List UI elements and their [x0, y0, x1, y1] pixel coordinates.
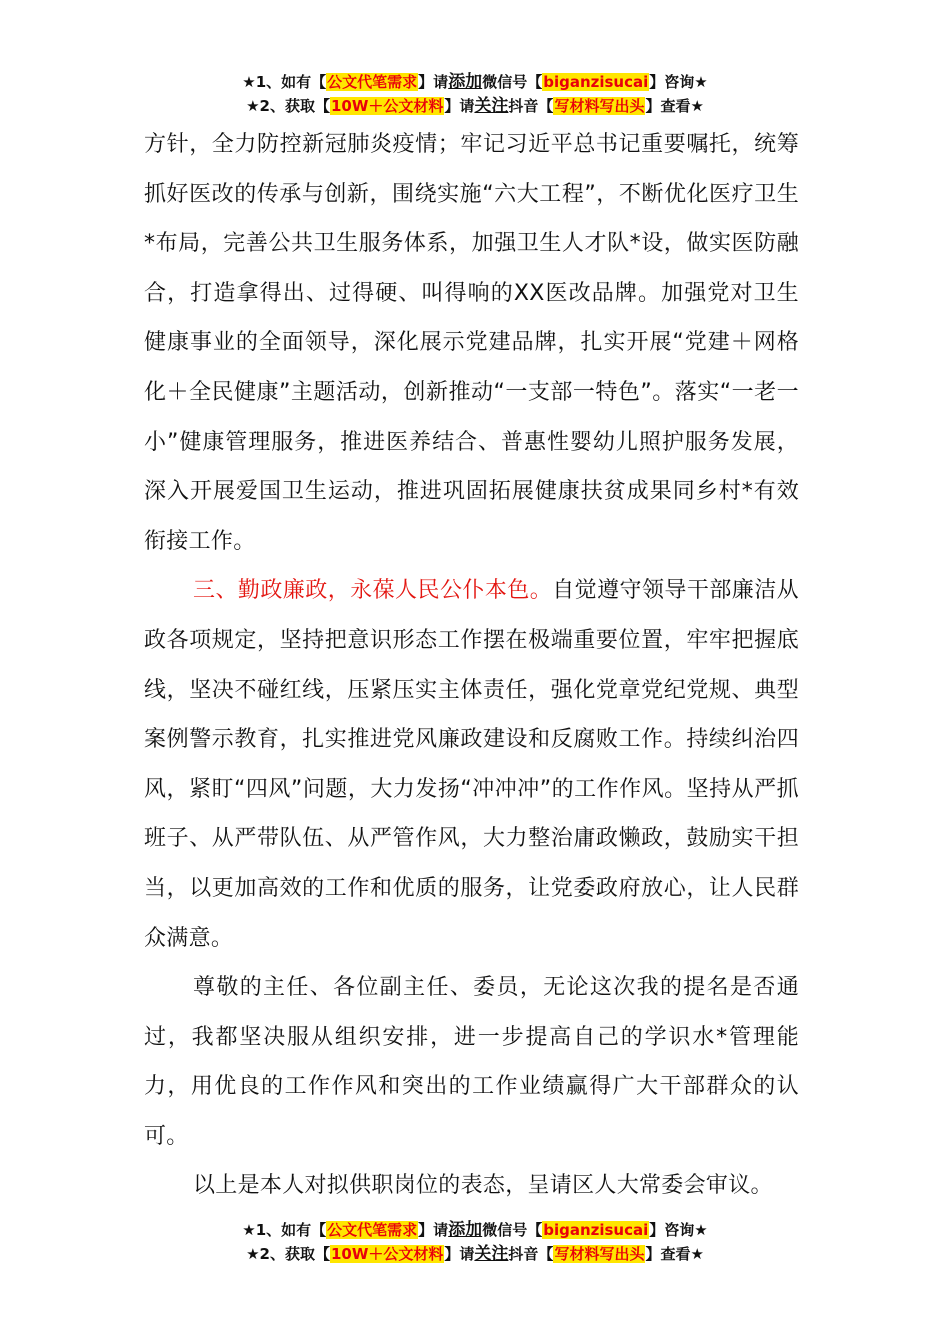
paragraph-closing: 以上是本人对拟供职岗位的表态，呈请区人大常委会审议。 — [193, 1173, 773, 1199]
banner-line-1 — [0, 70, 950, 94]
document-body — [144, 120, 799, 1211]
banner-emphasis: 添加 — [448, 1220, 483, 1240]
banner-text: ★1、如有【 — [242, 73, 327, 91]
banner-line-2 — [0, 1242, 950, 1266]
banner-text: ★2、获取【 — [246, 97, 330, 115]
highlight-douyin: 写材料写出头 — [554, 1245, 645, 1263]
paragraph-continued: 方针，全力防控新冠肺炎疫情；牢记习近平总书记重要嘱托，统筹抓好医改的传承与创新，围绕实施“六大工程”，不断优化医疗卫生*布局，完善公共卫生服务体系，加强卫生人才队*设，做实医防融合，打造拿得出、过得硬、叫得响的XX医改品牌。加强党对卫生健康事业的全面领导，深化展示党建品牌，扎实开展“党建＋网格化＋全民健康”主题活动，创新推动“一支部一特色”。落实“一老一小”健康管理服务，推进医养结合、普惠性婴幼儿照护服务发展，深入开展爱国卫生运动，推进巩固拓展健康扶贫成果同乡村*有效衔接工作。 — [144, 132, 799, 554]
banner-text: 微信号【 — [482, 73, 543, 91]
highlight-wechat-id: biganzisucai — [543, 73, 649, 91]
banner-emphasis: 关注 — [474, 1244, 509, 1264]
banner-text: 】请 — [444, 97, 475, 115]
banner-text: 】咨询★ — [649, 73, 708, 91]
header-banner — [0, 70, 950, 118]
highlight-ghostwriting: 公文代笔需求 — [327, 73, 418, 91]
banner-text: 】请 — [418, 73, 449, 91]
banner-line-2 — [0, 94, 950, 118]
banner-text: ★1、如有【 — [242, 1221, 327, 1239]
section-body: 自觉遵守领导干部廉洁从政各项规定，坚持把意识形态工作摆在极端重要位置，牢牢把握底线，坚决不碰红线，压紧压实主体责任，强化党章党纪党规、典型案例警示教育，扎实推进党风廉政建设和反腐败工作。持续纠治四风，紧盯“四风”问题，大力发扬“冲冲冲”的工作作风。坚持从严抓班子、从严带队伍、从严管作风，大力整治庸政懒政，鼓励实干担当，以更加高效的工作和优质的服务，让党委政府放心，让人民群众满意。 — [144, 578, 799, 951]
highlight-douyin: 写材料写出头 — [554, 97, 645, 115]
banner-line-1 — [0, 1218, 950, 1242]
paragraph-section-three — [144, 566, 799, 963]
section-heading: 三、勤政廉政，永葆人民公仆本色。 — [193, 578, 553, 604]
highlight-ghostwriting: 公文代笔需求 — [327, 1221, 418, 1239]
banner-text: 抖音【 — [508, 97, 554, 115]
footer-banner — [0, 1218, 950, 1266]
banner-text: 】咨询★ — [649, 1221, 708, 1239]
banner-text: 微信号【 — [482, 1221, 543, 1239]
highlight-materials: 10W＋公文材料 — [330, 97, 444, 115]
highlight-materials: 10W＋公文材料 — [330, 1245, 444, 1263]
highlight-wechat-id: biganzisucai — [543, 1221, 649, 1239]
banner-text: 】请 — [444, 1245, 475, 1263]
banner-text: 】查看★ — [645, 1245, 704, 1263]
banner-text: 】查看★ — [645, 97, 704, 115]
banner-text: 抖音【 — [508, 1245, 554, 1263]
banner-emphasis: 添加 — [448, 72, 483, 92]
banner-text: 】请 — [418, 1221, 449, 1239]
banner-text: ★2、获取【 — [246, 1245, 330, 1263]
banner-emphasis: 关注 — [474, 96, 509, 116]
paragraph-address: 尊敬的主任、各位副主任、委员，无论这次我的提名是否通过，我都坚决服从组织安排，进一步提高自己的学识水*管理能力，用优良的工作作风和突出的工作业绩赢得广大干部群众的认可。 — [144, 975, 799, 1149]
